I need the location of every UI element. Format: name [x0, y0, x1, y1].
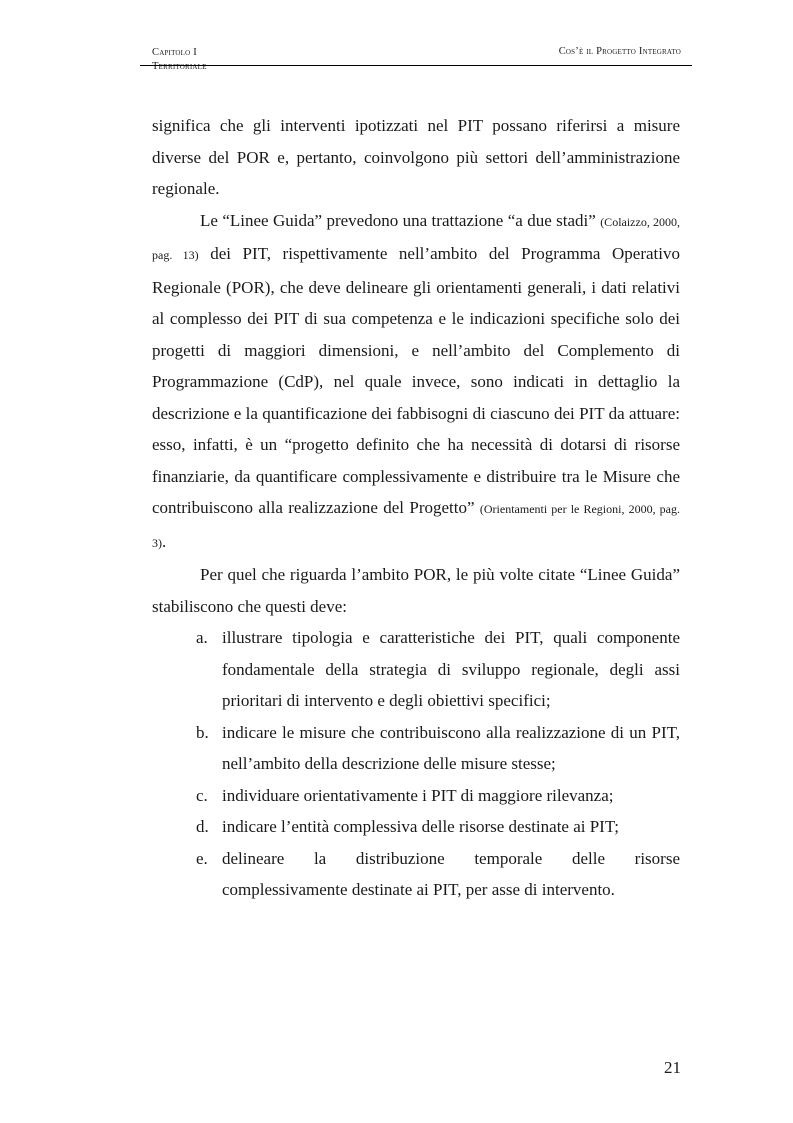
- list-marker: c.: [196, 785, 208, 805]
- list-marker: a.: [196, 628, 208, 647]
- header-chapter: Capitolo I: [152, 47, 197, 58]
- paragraph-1: significa che gli interventi ipotizzati nel PIT possano riferirsi a misure diverse del POR e, pertanto, coinvolgono più settori dell’amministrazione regionale.: [152, 116, 680, 198]
- list-marker: d.: [196, 817, 209, 836]
- list-item-text: indicare le misure che contribuiscono alla realizzazione di un PIT, nell’ambito della descrizione delle misure stesse;: [222, 722, 680, 773]
- list-item: [152, 717, 680, 780]
- list-item: [152, 780, 680, 812]
- citation-orientamenti: (Orientamenti per le Regioni, 2000, pag. 3): [152, 502, 680, 550]
- paragraph-2-part-c: .: [162, 531, 167, 551]
- running-header-right: Cos’è il Progetto Integrato: [558, 46, 681, 57]
- paragraph-2: [152, 205, 680, 560]
- list-item-text: indicare l’entità complessiva delle risorse destinate ai PIT;: [222, 817, 620, 836]
- paragraph-3: Per quel che riguarda l’ambito POR, le più volte citate “Linee Guida” stabiliscono che questi deve:: [152, 565, 680, 616]
- requirements-list: [152, 622, 680, 906]
- paragraph-2-part-a: Le “Linee Guida” prevedono una trattazione “a due stadi”: [200, 210, 601, 230]
- body-text: [152, 110, 680, 906]
- list-item-text: delineare la distribuzione temporale delle risorse complessivamente destinate ai PIT, per asse di intervento.: [222, 848, 680, 899]
- list-item: [152, 811, 680, 843]
- running-header-left: [152, 46, 207, 74]
- list-item-text: illustrare tipologia e caratteristiche dei PIT, quali componente fondamentale della strategia di sviluppo regionale, degli assi prioritari di intervento e degli obiettivi specifici;: [222, 628, 680, 710]
- citation-colaizzo: (Colaizzo, 2000, pag. 13): [152, 214, 680, 262]
- list-marker: b.: [196, 722, 209, 742]
- list-marker: e.: [196, 848, 208, 868]
- list-item: [152, 622, 680, 717]
- header-chapter-continued: Territoriale: [152, 61, 207, 72]
- header-rule: [140, 65, 692, 66]
- list-item: [152, 843, 680, 906]
- paragraph-2-part-b: dei PIT, rispettivamente nell’ambito del Programma Operativo Regionale (POR), che deve delineare gli orientamenti generali, i dati relativi al complesso dei PIT di sua competenza e le indicazioni specifiche solo dei progetti di maggiori dimensioni, e nell’ambito del Complemento di Programmazione (CdP), nel quale invece, sono indicati in dettaglio la descrizione e la quantificazione dei fabbisogni di ciascuno dei PIT da attuare: esso, infatti, è un “progetto definito che ha necessità di dotarsi di risorse finanziarie, da quantificare complessivamente e distribuire tra le Misure che contribuiscono alla realizzazione del Progetto”: [152, 244, 681, 517]
- list-item-text: individuare orientativamente i PIT di maggiore rilevanza;: [222, 785, 614, 805]
- page-number: 21: [664, 1058, 681, 1077]
